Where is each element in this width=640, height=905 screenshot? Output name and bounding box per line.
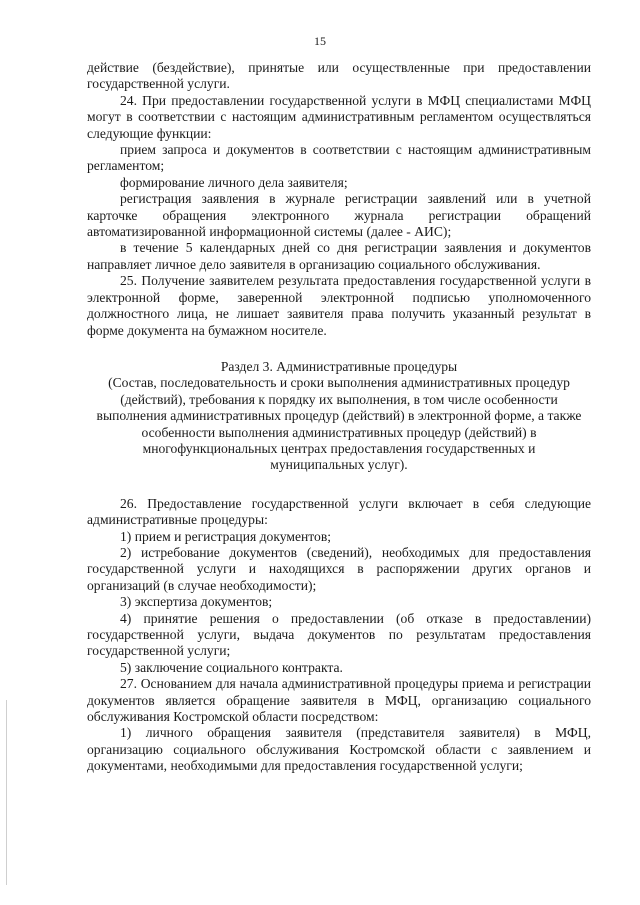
section-title: Раздел 3. Административные процедуры	[220, 358, 458, 374]
paragraph: прием запроса и документов в соответствии с настоящим административным регламентом;	[87, 142, 591, 174]
section-subtitle: (Состав, последовательность и сроки выполнения административных процедур (действий), требования к порядку их выполнения, в том числе особенности выполнения административных процедур (действий) в электронной форме, а также особенности выполнения административных процедур (действий) в многофункциональных центрах предоставления государственных и муниципальных услуг).	[96, 375, 582, 473]
paragraph: формирование личного дела заявителя;	[120, 174, 348, 190]
paragraph: 25. Получение заявителем результата предоставления государственной услуги в электронной форме, заверенной электронной подписью уполномоченного должностного лица, не лишает заявителя права получить указанный результат в форме документа на бумажном носителе.	[87, 273, 591, 338]
paragraph: действие (бездействие), принятые или осуществленные при предоставлении государственной услуги.	[87, 60, 591, 92]
paragraph: 1) прием и регистрация документов;	[120, 528, 332, 544]
top-paragraphs	[87, 60, 591, 339]
paragraph: 2) истребование документов (сведений), необходимых для предоставления государственной услуги и находящихся в распоряжении других органов и организаций (в случае необходимости);	[87, 544, 591, 593]
section-heading	[87, 359, 591, 474]
bottom-paragraphs	[87, 496, 591, 775]
paragraph: 27. Основанием для начала административной процедуры приема и регистрации документов является обращение заявителя в МФЦ, организацию социального обслуживания Костромской области посредством:	[87, 676, 591, 725]
scan-edge-mark	[6, 700, 7, 885]
paragraph: 26. Предоставление государственной услуги включает в себя следующие административные процедуры:	[87, 495, 591, 528]
paragraph: в течение 5 календарных дней со дня регистрации заявления и документов направляет личное дело заявителя в организацию социального обслуживания.	[87, 240, 591, 272]
page-number: 15	[314, 34, 326, 48]
paragraph: 1) личного обращения заявителя (представителя заявителя) в МФЦ, организацию социального обслуживания Костромской области с заявлением и документами, необходимыми для предоставления государственной услуги;	[87, 725, 591, 774]
paragraph: 5) заключение социального контракта.	[120, 659, 343, 675]
paragraph: 3) экспертиза документов;	[120, 594, 273, 610]
paragraph: 4) принятие решения о предоставлении (об отказе в предоставлении) государственной услуги, выдача документов по результатам предоставления государственной услуги;	[87, 610, 591, 659]
paragraph: регистрация заявления в журнале регистрации заявлений или в учетной карточке обращения электронного журнала регистрации обращений автоматизированной информационной системы (далее - АИС);	[87, 191, 591, 240]
paragraph: 24. При предоставлении государственной услуги в МФЦ специалистами МФЦ могут в соответствии с настоящим административным регламентом осуществляться следующие функции:	[87, 92, 591, 141]
page-body	[87, 60, 591, 775]
